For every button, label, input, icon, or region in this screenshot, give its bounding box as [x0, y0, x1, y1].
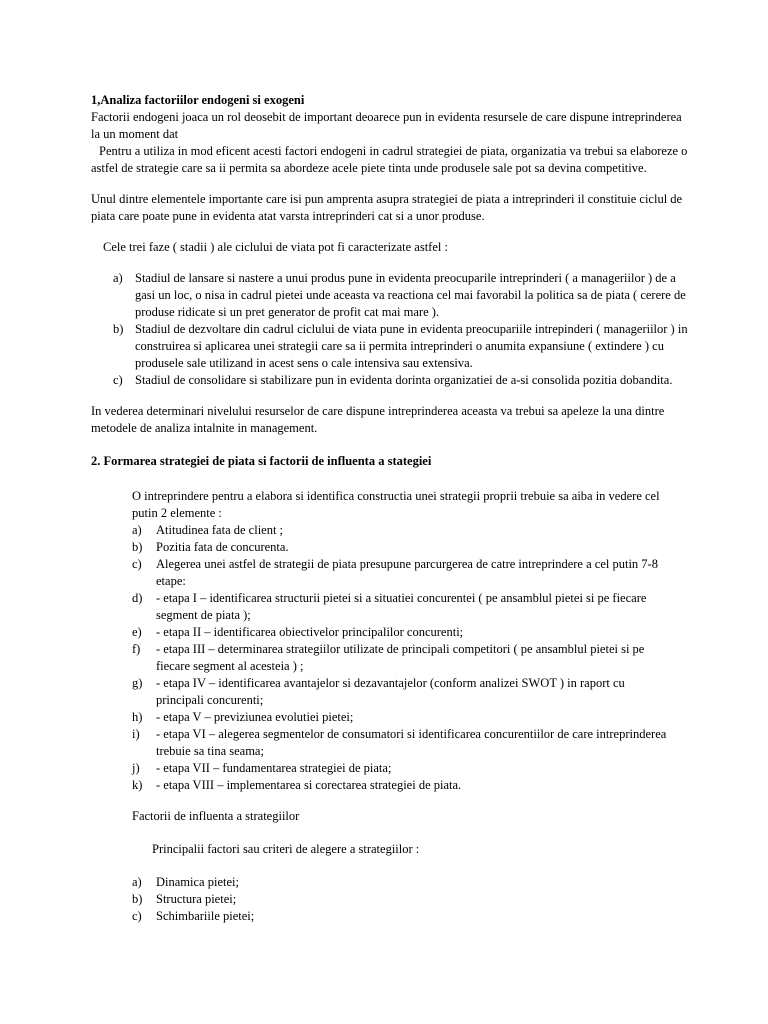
list-item-text: Alegerea unei astfel de strategii de piata presupune parcurgerea de catre intreprindere a cel putin 7-8 etape:: [156, 557, 658, 588]
list-item-text: - etapa VIII – implementarea si corectarea strategiei de piata.: [156, 778, 462, 792]
list-item: [132, 590, 672, 624]
list-item-text: Stadiul de dezvoltare din cadrul ciclului de viata pune in evidenta preocupariile intrepinderi ( manageriilor ) in construirea si aplicarea unei strategii care sa ii permita intreprinderi o anumita expansiune ( extindere ) cu produsele sale utilizand in acest sens o cale intensiva sau extensiva.: [135, 322, 688, 370]
list-item-text: Dinamica pietei;: [156, 875, 239, 889]
list-marker: b): [113, 322, 124, 336]
list-item-text: - etapa IV – identificarea avantajelor si dezavantajelor (conform analizei SWOT ) in raport cu principali concurenti;: [156, 676, 625, 707]
list-item: [132, 726, 672, 760]
list-item-text: Pozitia fata de concurenta.: [156, 540, 289, 554]
stages-list: [132, 522, 672, 794]
list-item: [91, 372, 691, 389]
list-item: [132, 777, 672, 794]
list-item-text: - etapa III – determinarea strategiilor utilizate de principali competitori ( pe ansamblul pietei si pe fiecare segment al acesteia ) ;: [156, 642, 645, 673]
list-item: [132, 556, 672, 590]
list-item: [132, 641, 672, 675]
paragraph: Pentru a utiliza in mod eficent acesti factori endogeni in cadrul strategiei de piata, organizatia va trebui sa elaboreze o astfel de strategie care sa ii permita sa abordeze acele piete tinta unde produsele sale pot sa devina competitive.: [91, 144, 688, 175]
list-item: [132, 891, 672, 908]
paragraph: In vederea determinari nivelului resurselor de care dispune intreprinderea aceasta va trebui sa apeleze la una dintre metodele de analiza intalnite in management.: [91, 404, 665, 435]
list-marker: i): [132, 727, 140, 741]
list-item: [132, 675, 672, 709]
paragraph: Unul dintre elementele importante care isi pun amprenta asupra strategiei de piata a intreprinderi il constituie ciclul de piata care poate pune in evidenta atat varsta intreprinderi cat si a unor produse.: [91, 192, 683, 223]
list-item-text: - etapa II – identificarea obiectivelor principalilor concurenti;: [156, 625, 464, 639]
paragraph: Factorii endogeni joaca un rol deosebit de important deoarece pun in evidenta resursele de care dispune intreprinderea la un moment dat: [91, 110, 682, 141]
list-item: [91, 321, 691, 372]
list-item-text: - etapa VI – alegerea segmentelor de consumatori si identificarea concurentiilor de care intreprinderea trebuie sa tina seama;: [156, 727, 667, 758]
paragraph: O intreprindere pentru a elabora si identifica constructia unei strategii proprii trebuie sa aiba in vedere cel putin 2 elemente :: [132, 489, 660, 520]
list-item-text: Schimbariile pietei;: [156, 909, 255, 923]
list-marker: g): [132, 676, 143, 690]
section-2-heading: 2. Formarea strategiei de piata si factorii de influenta a stategiei: [91, 454, 432, 468]
list-item-text: - etapa V – previziunea evolutiei pietei;: [156, 710, 354, 724]
list-marker: c): [113, 373, 123, 387]
list-marker: k): [132, 778, 143, 792]
list-item: [132, 709, 672, 726]
list-marker: a): [113, 271, 123, 285]
factors-title: Factorii de influenta a strategiilor: [132, 809, 300, 823]
list-marker: e): [132, 625, 142, 639]
list-item: [132, 874, 672, 891]
list-marker: c): [132, 909, 142, 923]
list-item: [132, 624, 672, 641]
list-item-text: Stadiul de consolidare si stabilizare pun in evidenta dorinta organizatiei de a-si consolida pozitia dobandita.: [135, 373, 673, 387]
list-item: [132, 539, 672, 556]
section-1-heading: 1,Analiza factoriilor endogeni si exogeni: [91, 93, 305, 107]
list-item-text: Stadiul de lansare si nastere a unui produs pune in evidenta preocuparile intreprinderi ( a manageriilor ) de a gasi un loc, o nisa in cadrul pietei unde aceasta va reactiona cel mai favorabil la politica sa de piata ( cerere de produse ridicate si un pret generator de profit cat mai mare ).: [135, 271, 686, 319]
section-2: [132, 488, 672, 925]
list-item: [132, 522, 672, 539]
list-marker: f): [132, 642, 141, 656]
phases-list: [91, 270, 691, 389]
list-item: [91, 270, 691, 321]
list-item-text: - etapa VII – fundamentarea strategiei de piata;: [156, 761, 392, 775]
list-marker: a): [132, 875, 142, 889]
section-1: [91, 92, 691, 470]
list-item-text: Atitudinea fata de client ;: [156, 523, 284, 537]
list-item-text: - etapa I – identificarea structurii pietei si a situatiei concurentei ( pe ansamblul pietei si pe fiecare segment de piata );: [156, 591, 647, 622]
list-marker: b): [132, 892, 143, 906]
list-item: [132, 760, 672, 777]
list-marker: a): [132, 523, 142, 537]
criteria-intro: Principalii factori sau criteri de alegere a strategiilor :: [152, 842, 420, 856]
list-marker: c): [132, 557, 142, 571]
paragraph: Cele trei faze ( stadii ) ale ciclului de viata pot fi caracterizate astfel :: [103, 240, 448, 254]
list-marker: d): [132, 591, 143, 605]
list-marker: b): [132, 540, 143, 554]
list-item: [132, 908, 672, 925]
list-item-text: Structura pietei;: [156, 892, 237, 906]
criteria-list: [132, 874, 672, 925]
list-marker: h): [132, 710, 143, 724]
list-marker: j): [132, 761, 140, 775]
